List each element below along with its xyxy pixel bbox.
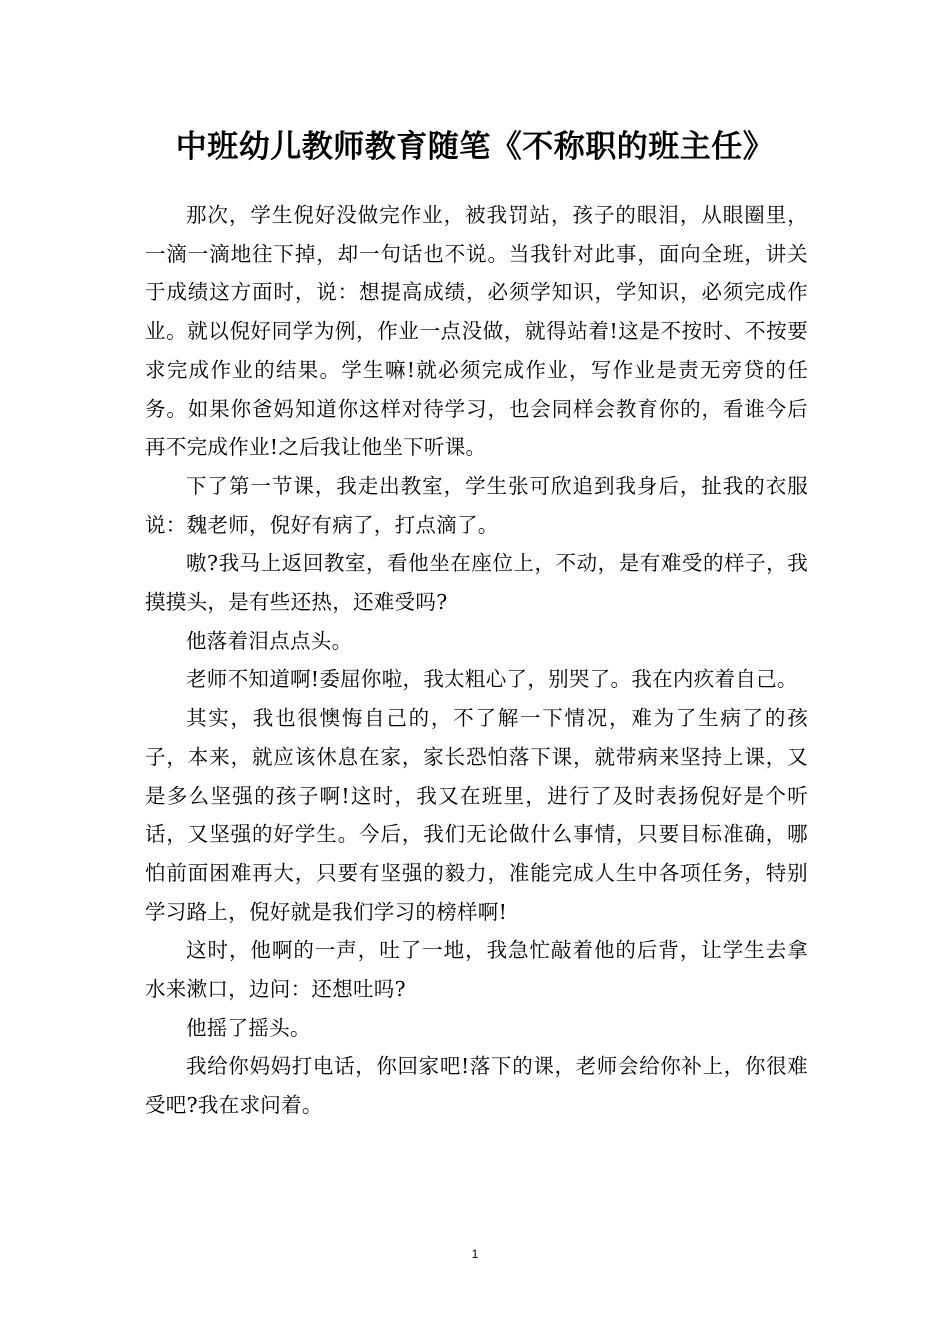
page-number: 1 <box>471 1247 479 1261</box>
paragraph: 其实，我也很懊悔自己的，不了解一下情况，难为了生病了的孩子，本来，就应该休息在家，家长恐怕落下课，就带病来坚持上课，又是多么坚强的孩子啊!这时，我又在班里，进行了及时表扬倪好是个听话，又坚强的好学生。今后，我们无论做什么事情，只要目标准确，哪怕前面困难再大，只要有坚强的毅力，准能完成人生中各项任务，特别学习路上，倪好就是我们学习的榜样啊! <box>145 706 808 924</box>
paragraph: 那次，学生倪好没做完作业，被我罚站，孩子的眼泪，从眼圈里，一滴一滴地往下掉，却一句话也不说。当我针对此事，面向全班，讲关于成绩这方面时，说：想提高成绩，必须学知识，学知识，必须完成作业。就以倪好同学为例，作业一点没做，就得站着!这是不按时、不按要求完成作业的结果。学生嘛!就必须完成作业，写作业是责无旁贷的任务。如果你爸妈知道你这样对待学习，也会同样会教育你的，看谁今后再不完成作业!之后我让他坐下听课。 <box>145 203 808 460</box>
document-title: 中班幼儿教师教育随笔《不称职的班主任》 <box>175 129 775 165</box>
paragraph: 他落着泪点点头。 <box>186 628 353 653</box>
paragraph: 下了第一节课，我走出教室，学生张可欣追到我身后，扯我的衣服说：魏老师，倪好有病了，打点滴了。 <box>145 473 808 537</box>
paragraph: 嗷?我马上返回教室，看他坐在座位上，不动，是有难受的样子，我摸摸头，是有些还热，还难受吗? <box>145 551 808 615</box>
paragraph: 我给你妈妈打电话，你回家吧!落下的课，老师会给你补上，你很难受吧?我在求问着。 <box>145 1054 808 1118</box>
paragraph: 这时，他啊的一声，吐了一地，我急忙敲着他的后背，让学生去拿水来漱口，边问：还想吐吗? <box>145 938 808 1002</box>
document-body <box>145 196 808 1125</box>
paragraph: 他摇了摇头。 <box>186 1015 311 1040</box>
paragraph: 老师不知道啊!委屈你啦，我太粗心了，别哭了。我在内疚着自己。 <box>186 667 798 692</box>
